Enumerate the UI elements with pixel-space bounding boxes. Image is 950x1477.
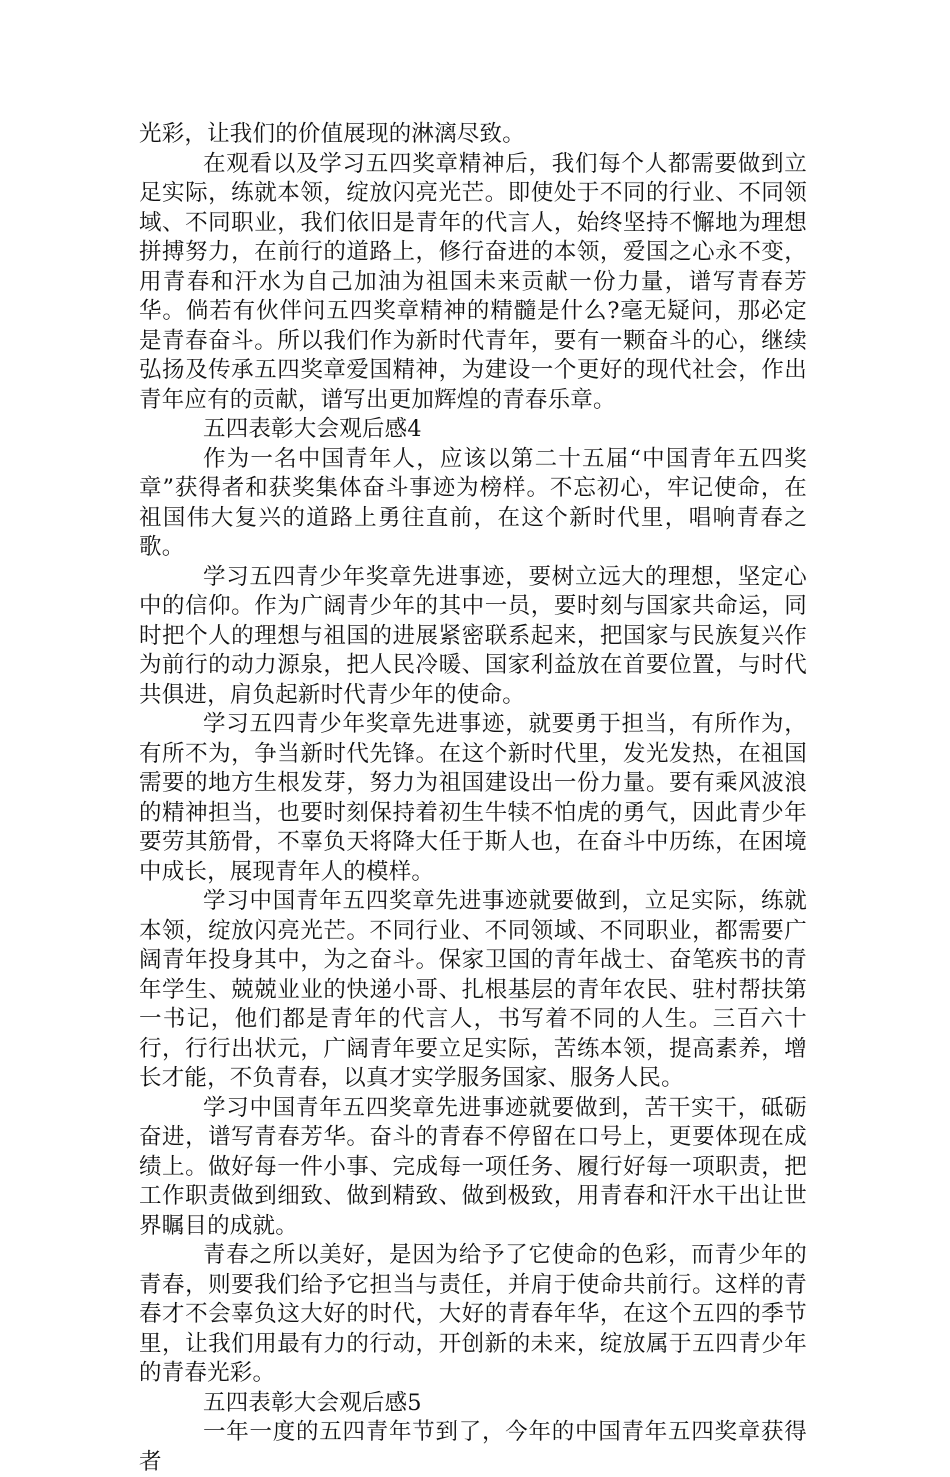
- paragraph: 学习中国青年五四奖章先进事迹就要做到，苦干实干，砥砺奋进，谱写青春芳华。奋斗的青春不停留在口号上，更要体现在成绩上。做好每一件小事、完成每一项任务、履行好每一项职责，把工作职责做到细致、做到精致、做到极致，用青春和汗水干出让世界瞩目的成就。: [139, 1094, 807, 1239]
- paragraph: 学习五四青少年奖章先进事迹，就要勇于担当，有所作为，有所不为，争当新时代先锋。在这个新时代里，发光发热，在祖国需要的地方生根发芽，努力为祖国建设出一份力量。要有乘风波浪的精神担当，也要时刻保持着初生牛犊不怕虎的勇气，因此青少年要劳其筋骨，不辜负天将降大任于斯人也，在奋斗中历练，在困境中成长，展现青年人的模样。: [139, 711, 807, 885]
- paragraph: 作为一名中国青年人，应该以第二十五届“中国青年五四奖章”获得者和获奖集体奋斗事迹为榜样。不忘初心，牢记使命，在祖国伟大复兴的道路上勇往直前，在这个新时代里，唱响青春之歌。: [139, 445, 807, 560]
- section-heading: 五四表彰大会观后感4: [203, 416, 422, 442]
- article-body: [139, 120, 807, 1477]
- section-heading: 五四表彰大会观后感5: [203, 1389, 422, 1416]
- paragraph-continuation: 光彩，让我们的价值展现的淋漓尽致。: [139, 121, 525, 147]
- paragraph: 学习五四青少年奖章先进事迹，要树立远大的理想，坚定心中的信仰。作为广阔青少年的其中一员，要时刻与国家共命运，同时把个人的理想与祖国的进展紧密联系起来，把国家与民族复兴作为前行的动力源泉，把人民冷暖、国家利益放在首要位置，与时代共俱进，肩负起新时代青少年的使命。: [139, 563, 807, 708]
- paragraph: 在观看以及学习五四奖章精神后，我们每个人都需要做到立足实际，练就本领，绽放闪亮光芒。即使处于不同的行业、不同领域、不同职业，我们依旧是青年的代言人，始终坚持不懈地为理想拼搏努力，在前行的道路上，修行奋进的本领，爱国之心永不变，用青春和汗水为自己加油为祖国未来贡献一份力量，谱写青春芳华。倘若有伙伴问五四奖章精神的精髓是什么?毫无疑问，那必定是青春奋斗。所以我们作为新时代青年，要有一颗奋斗的心，继续弘扬及传承五四奖章爱国精神，为建设一个更好的现代社会，作出青年应有的贡献，谱写出更加辉煌的青春乐章。: [139, 150, 807, 413]
- paragraph: 青春之所以美好，是因为给予了它使命的色彩，而青少年的青春，则要我们给予它担当与责任，并肩于使命共前行。这样的青春才不会辜负这大好的时代，大好的青春年华，在这个五四的季节里，让我们用最有力的行动，开创新的未来，绽放属于五四青少年的青春光彩。: [139, 1242, 807, 1386]
- paragraph: 一年一度的五四青年节到了，今年的中国青年五四奖章获得者: [139, 1419, 807, 1475]
- paragraph: 学习中国青年五四奖章先进事迹就要做到，立足实际，练就本领，绽放闪亮光芒。不同行业、不同领域、不同职业，都需要广阔青年投身其中，为之奋斗。保家卫国的青年战士、奋笔疾书的青年学生、兢兢业业的快递小哥、扎根基层的青年农民、驻村帮扶第一书记，他们都是青年的代言人，书写着不同的人生。三百六十行，行行出状元，广阔青年要立足实际，苦练本领，提高素养，增长才能，不负青春，以真才实学服务国家、服务人民。: [139, 888, 807, 1091]
